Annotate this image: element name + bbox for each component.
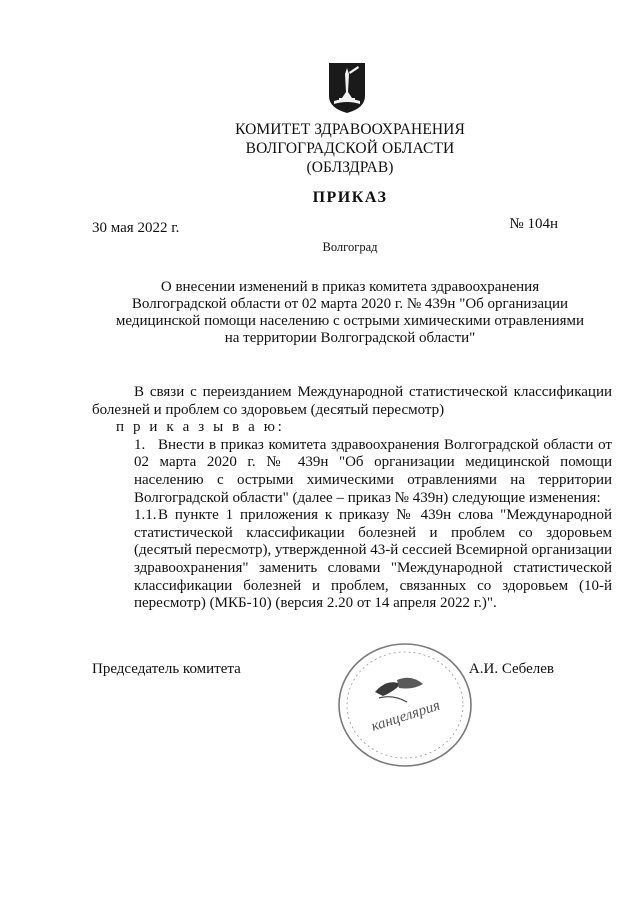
item-1-1 bbox=[92, 507, 612, 613]
document-body bbox=[92, 384, 612, 613]
subject-line-2: Волгоградской области от 02 марта 2020 г. № 439н "Об организации bbox=[131, 296, 569, 312]
org-line-3: (ОБЛЗДРАВ) bbox=[306, 159, 394, 176]
org-line-1: КОМИТЕТ ЗДРАВООХРАНЕНИЯ bbox=[235, 121, 465, 138]
volgograd-coat-of-arms-icon bbox=[328, 62, 366, 114]
signatory-name: А.И. Себелев bbox=[468, 661, 554, 677]
signatory-title: Председатель комитета bbox=[92, 661, 241, 677]
item-1-1-number: 1.1. bbox=[134, 507, 157, 524]
subject-line-4: на территории Волгоградской области" bbox=[224, 330, 476, 346]
item-1 bbox=[92, 437, 612, 507]
office-stamp bbox=[335, 640, 475, 770]
intro-paragraph: В связи с переизданием Международной статистической классификации болезней и проблем со здоровьем (десятый пересмотр) bbox=[92, 384, 612, 418]
org-line-2: ВОЛГОГРАДСКОЙ ОБЛАСТИ bbox=[245, 140, 455, 157]
item-1-1-text: В пункте 1 приложения к приказу № 439н слова "Международной статистической классификации болезней и проблем со здоровьем (десятый пересмотр), утвержденной 43-й сессией Всемирной организации здравоохранения" заменить словами "Международной статистической классификации болезней и проблем, связанных со здоровьем (10-й пересмотр) (МКБ-10) (версия 2.20 от 14 апреля 2022 г.)". bbox=[134, 507, 613, 612]
subject-line-3: медицинской помощи населению с острыми химическими отравлениями bbox=[115, 313, 585, 329]
document-city: Волгоград bbox=[322, 240, 378, 254]
item-1-number: 1. bbox=[134, 436, 146, 453]
document-number: № 104н bbox=[509, 216, 558, 232]
organization-name bbox=[150, 120, 550, 177]
order-word: п р и к а з ы в а ю: bbox=[116, 419, 285, 436]
document-date: 30 мая 2022 г. bbox=[92, 220, 180, 236]
stamp-text: канцелярия bbox=[369, 697, 443, 735]
item-1-text: Внести в приказ комитета здравоохранения Волгоградской области от 02 марта 2020 г. № 439н "Об организации медицинской помощи населению с острыми химическими отравлениями на территории Волгоградской области" (далее – приказ № 439н) следующие изменения: bbox=[134, 436, 612, 506]
document-type: ПРИКАЗ bbox=[312, 189, 388, 206]
document-subject bbox=[100, 279, 600, 347]
subject-line-1: О внесении изменений в приказ комитета здравоохранения bbox=[160, 279, 540, 295]
